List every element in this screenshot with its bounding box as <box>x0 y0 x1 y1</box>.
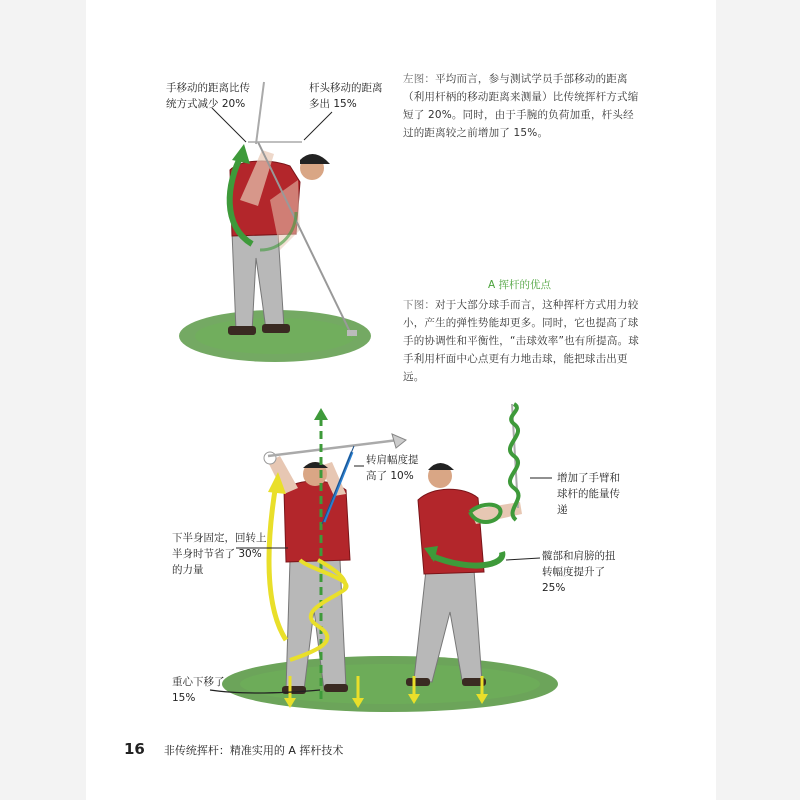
callout-club-distance: 杆头移动的距离多出 15% <box>309 82 383 110</box>
paragraph-lead: 下图： <box>403 299 436 311</box>
callout-energy-transfer: 增加了手臂和球杆的能量传递 <box>557 472 620 516</box>
footer-title: 非传统挥杆：精准实用的 A 挥杆技术 <box>163 744 344 757</box>
paragraph-lead: 左图： <box>403 73 436 85</box>
callout-shoulder-turn: 转肩幅度提高了 10% <box>366 454 419 482</box>
callout-lower-body: 下半身固定，回转上半身时节省了 30% 的力量 <box>172 532 267 576</box>
section-title: A 挥杆的优点 <box>488 279 552 291</box>
paragraph-text: 平均而言，参与测试学员手部移动的距离（利用杆柄的移动距离来测量）比传统挥杆方式缩短了 20%。同时，由于手腕的负荷加重，杆头经过的距离较之前增加了 15%。 <box>403 73 639 139</box>
page-footer <box>124 740 343 758</box>
callout-center-of-gravity: 重心下移了 15% <box>172 676 225 704</box>
paragraph-text: 对于大部分球手而言，这种挥杆方式用力较小，产生的弹性势能却更多。同时，它也提高了球手的协调性和平衡性，“击球效率”也有所提高。球手利用杆面中心点更有力地击球，能把球击出更远。 <box>403 299 639 383</box>
callout-hand-distance: 手移动的距离比传统方式减少 20% <box>166 82 250 110</box>
callout-hip-shoulder-twist: 髋部和肩膀的扭转幅度提升了 25% <box>542 550 616 594</box>
page-number: 16 <box>124 740 145 758</box>
